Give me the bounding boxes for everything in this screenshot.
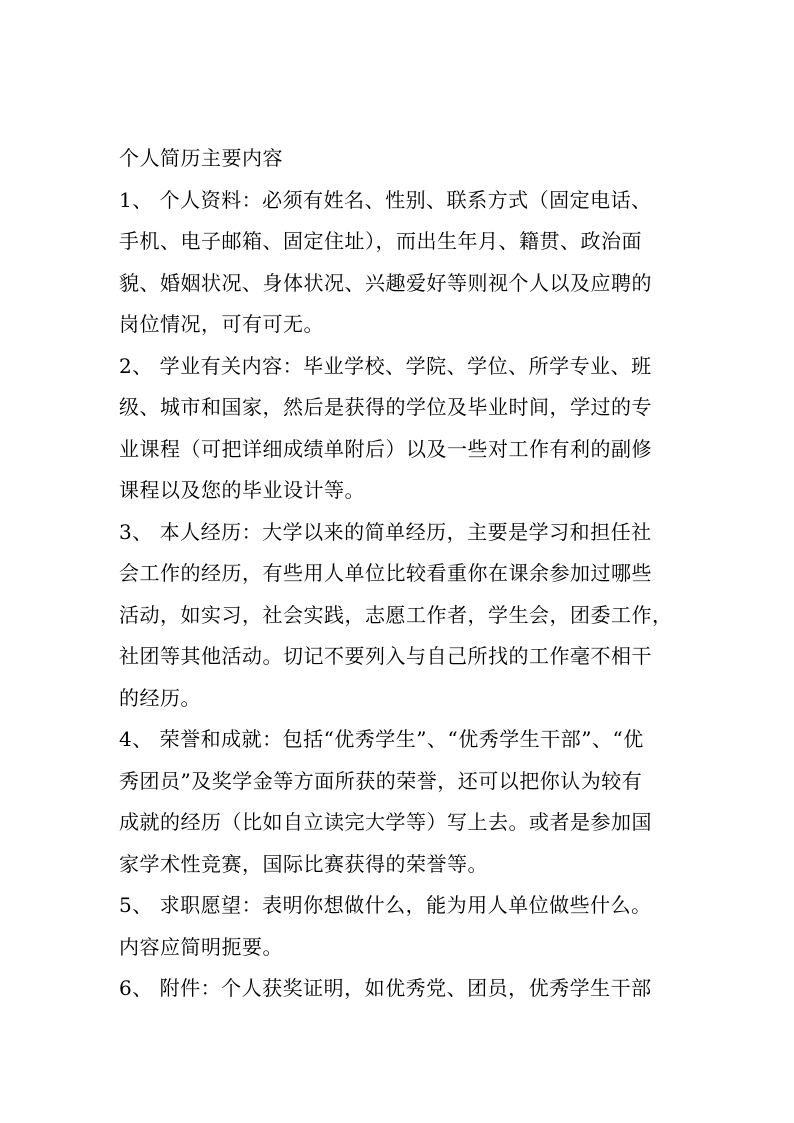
text-line: 家学术性竞赛，国际比赛获得的荣誉等。 [119,851,488,876]
text-line: 2、 学业有关内容：毕业学校、学院、学位、所学专业、班 [119,353,652,378]
text-line: 社团等其他活动。切记不要列入与自己所找的工作毫不相干 [119,644,652,668]
text-line: 成就的经历（比如自立读完大学等）写上去。或者是参加国 [119,810,652,834]
text-line: 6、 附件：个人获奖证明，如优秀党、团员，优秀学生干部 [119,976,652,1000]
text-line: 内容应简明扼要。 [119,934,283,959]
text-line: 活动，如实习，社会实践，志愿工作者，学生会，团委工作， [119,602,673,627]
text-line: 貌、婚姻状况、身体状况、兴趣爱好等则视个人以及应聘的 [119,270,652,295]
document-title: 个人简历主要内容 [119,146,283,170]
text-line: 级、城市和国家，然后是获得的学位及毕业时间，学过的专 [119,395,652,419]
text-line: 4、 荣誉和成就：包括“优秀学生”、“优秀学生干部”、“优 [119,727,644,751]
text-line: 岗位情况，可有可无。 [119,312,324,336]
text-line: 1、 个人资料：必须有姓名、性别、联系方式（固定电话、 [119,187,652,212]
text-line: 课程以及您的毕业设计等。 [119,478,365,502]
text-line: 会工作的经历，有些用人单位比较看重你在课余参加过哪些 [119,561,652,585]
text-line: 手机、电子邮箱、固定住址），而出生年月、籍贯、政治面 [119,229,642,253]
text-line: 3、 本人经历：大学以来的简单经历，主要是学习和担任社 [119,519,652,544]
text-line: 秀团员”及奖学金等方面所获的荣誉，还可以把你认为较有 [119,768,643,793]
document-body [119,138,679,1010]
text-line: 5、 求职愿望：表明你想做什么，能为用人单位做些什么。 [119,893,652,917]
text-line: 的经历。 [119,685,201,710]
text-line: 业课程（可把详细成绩单附后）以及一些对工作有利的副修 [119,436,652,461]
